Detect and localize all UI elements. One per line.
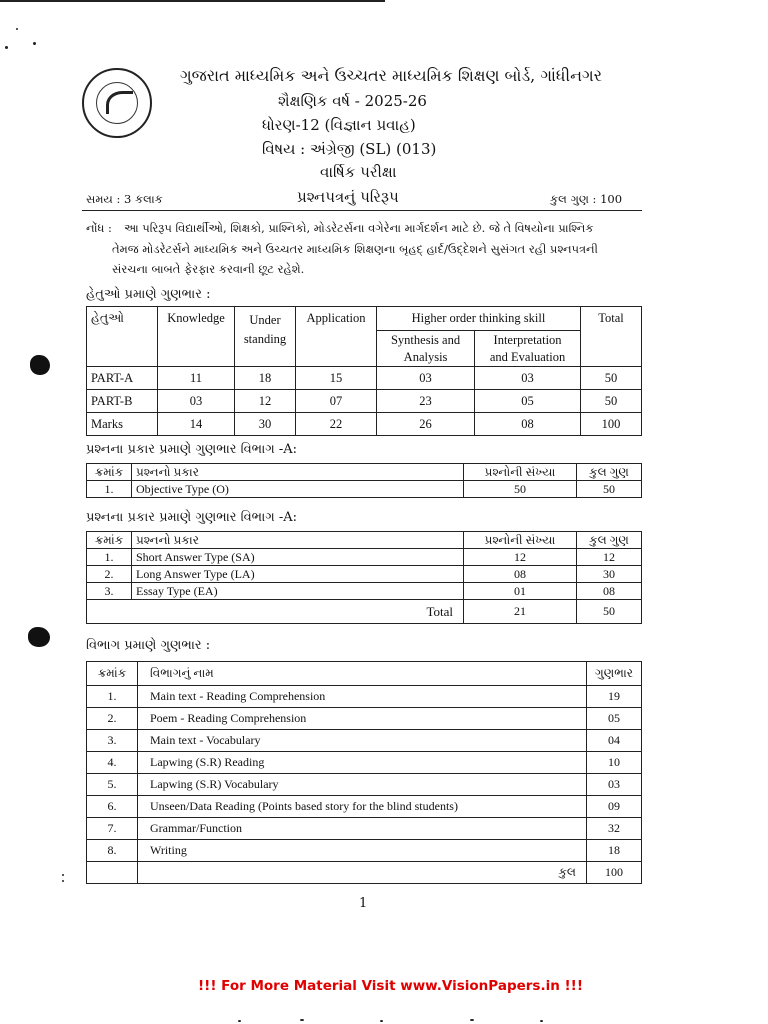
scan-speck xyxy=(62,880,64,882)
table-row: PART-B 03 12 07 23 05 50 xyxy=(87,390,642,413)
table-row: 1. Main text - Reading Comprehension 19 xyxy=(87,686,642,708)
table-row: PART-A 11 18 15 03 03 50 xyxy=(87,367,642,390)
scan-speck xyxy=(238,1020,241,1022)
col-objective: હેતુઓ xyxy=(87,307,158,367)
exam-time: સમય : 3 કલાક xyxy=(86,192,163,206)
total-marks: કુલ ગુણ : 100 xyxy=(550,192,623,206)
type-b-table xyxy=(86,531,642,624)
top-rule xyxy=(0,0,385,2)
table-header-row: ક્રમાંક પ્રશ્નનો પ્રકાર પ્રશ્નોની સંખ્યા કુલ ગુણ xyxy=(87,532,642,549)
table-row: Marks 14 30 22 26 08 100 xyxy=(87,413,642,436)
table-row: 3. Essay Type (EA) 01 08 xyxy=(87,583,642,600)
scan-speck xyxy=(33,42,36,45)
scan-speck xyxy=(470,1019,474,1021)
scan-speck xyxy=(540,1020,543,1022)
table-row: 6. Unseen/Data Reading (Points based story for the blind students) 09 xyxy=(87,796,642,818)
col-understanding: Under standing xyxy=(235,307,296,367)
col-hots: Higher order thinking skill xyxy=(377,307,581,331)
objectives-heading: હેતુઓ પ્રમાણે ગુણભાર : xyxy=(86,287,211,302)
academic-year: શૈક્ષણિક વર્ષ - 2025-26 xyxy=(278,92,427,110)
standard: ધોરણ-12 (વિજ્ઞાન પ્રવાહ) xyxy=(262,116,416,134)
note-label: નોંધ : xyxy=(86,221,112,235)
scan-speck xyxy=(62,874,64,876)
col-total: Total xyxy=(581,307,642,367)
table-row: 7. Grammar/Function 32 xyxy=(87,818,642,840)
type-b-heading: પ્રશ્નના પ્રકાર પ્રમાણે ગુણભાર વિભાગ -A: xyxy=(86,510,298,525)
note-line: તેમજ મોડરેટર્સને માધ્યમિક અને ઉચ્ચતર માધ્યમિક શિક્ષણના બૃહદ્ હાર્દ/ઉદ્દેશને સુસંગત રહી પ્રશ્નપત્રની xyxy=(112,242,598,256)
footer-link[interactable]: !!! For More Material Visit www.VisionPapers.in !!! xyxy=(198,978,583,994)
bird-emblem-icon xyxy=(106,91,133,114)
table-total-row: કુલ 100 xyxy=(87,862,642,884)
scan-speck xyxy=(380,1020,383,1022)
punch-hole-mark xyxy=(28,627,50,647)
board-logo xyxy=(82,68,152,138)
col-synthesis: Synthesis and Analysis xyxy=(377,331,475,367)
sections-heading: વિભાગ પ્રમાણે ગુણભાર : xyxy=(86,638,211,653)
table-row: 4. Lapwing (S.R) Reading 10 xyxy=(87,752,642,774)
type-a-table xyxy=(86,463,642,498)
note-line: આ પરિરૂપ વિદ્યાર્થીઓ, શિક્ષકો, પ્રાશ્નિકો, મોડરેટર્સના વગેરેના માર્ગદર્શન માટે છે. જે તે વિષયોના પ્રાશ્નિક xyxy=(124,221,594,235)
table-row: 5. Lapwing (S.R) Vocabulary 03 xyxy=(87,774,642,796)
table-header-row: ક્રમાંક પ્રશ્નનો પ્રકાર પ્રશ્નોની સંખ્યા કુલ ગુણ xyxy=(87,464,642,481)
col-application: Application xyxy=(296,307,377,367)
board-name: ગુજરાત માધ્યમિક અને ઉચ્ચતર માધ્યમિક શિક્ષણ બોર્ડ, ગાંધીનગર xyxy=(180,66,602,85)
col-knowledge: Knowledge xyxy=(158,307,235,367)
table-row: 3. Main text - Vocabulary 04 xyxy=(87,730,642,752)
page-number: 1 xyxy=(359,896,368,911)
table-row: 1. Objective Type (O) 50 50 xyxy=(87,481,642,498)
blueprint-title: પ્રશ્નપત્રનું પરિરૂપ xyxy=(297,188,399,206)
punch-hole-mark xyxy=(30,355,50,375)
sections-table xyxy=(86,661,642,884)
table-total-row: Total 21 50 xyxy=(87,600,642,624)
table-row: 1. Short Answer Type (SA) 12 12 xyxy=(87,549,642,566)
objectives-table xyxy=(86,306,642,436)
type-a-heading: પ્રશ્નના પ્રકાર પ્રમાણે ગુણભાર વિભાગ -A: xyxy=(86,442,298,457)
scan-speck xyxy=(300,1019,304,1021)
table-row: 2. Long Answer Type (LA) 08 30 xyxy=(87,566,642,583)
scan-speck xyxy=(5,46,8,49)
table-row: 2. Poem - Reading Comprehension 05 xyxy=(87,708,642,730)
exam-type: વાર્ષિક પરીક્ષા xyxy=(320,163,397,181)
header-divider xyxy=(82,210,642,211)
subject: વિષય : અંગ્રેજી (SL) (013) xyxy=(262,140,437,158)
scan-speck xyxy=(16,28,18,30)
table-header-row: ક્રમાંક વિભાગનું નામ ગુણભાર xyxy=(87,662,642,686)
note-line: સંરચના બાબતે ફેરફાર કરવાની છૂટ રહેશે. xyxy=(112,262,305,276)
col-interpretation: Interpretation and Evaluation xyxy=(475,331,581,367)
table-row: 8. Writing 18 xyxy=(87,840,642,862)
